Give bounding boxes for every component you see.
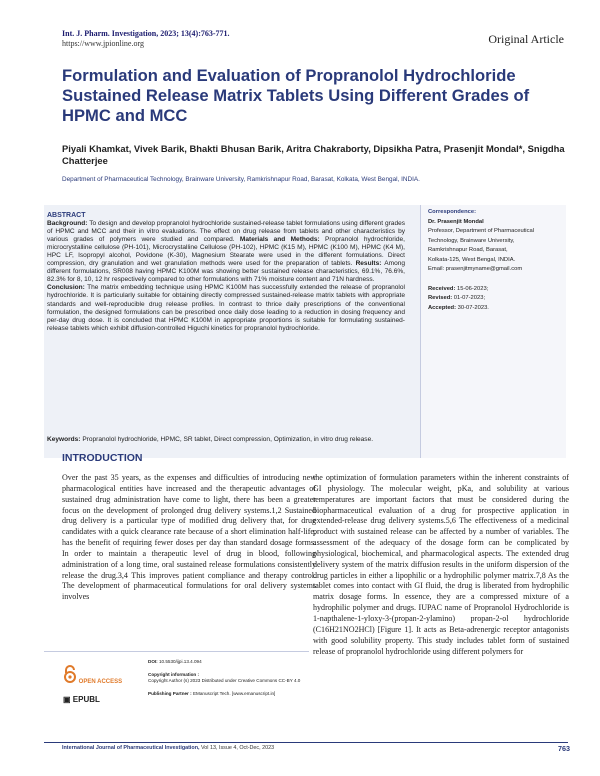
- conclusion-text: The matrix embedding technique using HPMC K100M has successfully extended the release of propranolol hydrochloride. It is particularly suitable for obtaining directly compressed sustained-release matrix tablets with appropriate standards and well-reproducible drug release profiles. In contrast to thrice daily prescriptions of the conventional formulation, the designed formulations can be prescribed once daily dose leading to a reduction in dosing frequency and per-day drug dose. It is concluded that HPMC K100M in appropriate proportions is suitable for formulating sustained-release tablets which exhibit diffusion-controlled Higuchi kinetics for propranolol hydrochloride.: [47, 284, 405, 332]
- revised-date: 01-07-2023;: [453, 295, 486, 301]
- publishing-label: Publishing Partner :: [148, 690, 192, 696]
- methods-text: Propranolol hydrochloride, microcrystalline cellulose (PH-101), Microcrystalline Cellulose (PH-102), HPMC (K15 M), HPMC (K100 M), HPMC (K4 M), HPC LF, Isopropyl alcohol, Povidone (K-30), Magnesium Stearate were used in the different formulations. Direct compression, dry granulation and wet granulation methods were used for the preparation of tablets.: [47, 236, 405, 268]
- corresponding-author: Dr. Prasenjit Mondal: [428, 218, 484, 225]
- correspondence: [428, 208, 564, 313]
- journal-url[interactable]: https://www.jpionline.org: [62, 39, 144, 48]
- affiliation: Department of Pharmaceutical Technology, Brainware University, Ramkrishnapur Road, Barasat, Kolkata, West Bengal, INDIA.: [62, 176, 420, 183]
- background-label: Background:: [47, 220, 88, 228]
- footer-issue: Vol 13, Issue 4, Oct-Dec, 2023: [201, 745, 275, 751]
- introduction-column-2: the optimization of formulation parameters within the inherent constraints of GI physiology. The molecular weight, pKa, and solubility at various temperatures are important factors that must be considered during the biopharmaceutical evaluation of a drug for prospective application in extended-release drug delivery systems.5,6 The effectiveness of a medicinal product with sustained release can be affected by a number of variables. The assessment of the adequacy of the dosage form can be complicated by physiological, biochemical, and pharmacological aspects. The extended drug delivery system of the matrix diffusion results in the uniform dispersion of the drug particles in either a lipophilic or a hydrophilic polymer matrix.7,8 As the tablet comes into contact with GI fluid, the drug is liberated from hydrophilic matrix dosage forms. In essence, they are a compressed mixture of a hydrophilic polymer and drugs. IUPAC name of Propranolol Hydrochloride is 1-napthalene-1-yloxy-3-(propan-2-ylamino) propan-2-ol hydrochloride (C16H21NO2HCl) [Figure 1]. It acts as Beta-adrenergic receptor antagonists with good solubility property. This study includes tablet form of sustained release of propranolol hydrochloride using different polymers for: [313, 473, 569, 656]
- accepted-label: Accepted:: [428, 304, 457, 311]
- correspondence-line: Professor, Department of Pharmaceutical: [428, 228, 535, 234]
- results-label: Results:: [355, 260, 382, 268]
- results-text: Among different formulations, SR008 having HPMC K100M was showing better sustained release characteristics, 69.1%, 76.6%, 82.3% for 8, 10, 12 hr respectively compared to other formulations with 71% moisture content and 71N hardness.: [47, 260, 405, 284]
- footer-journal-name: International Journal of Pharmaceutical Investigation,: [62, 745, 200, 751]
- paper-title: Formulation and Evaluation of Propranolol Hydrochloride Sustained Release Matrix Tablets Using Different Grades of HPMC and MCC: [62, 66, 530, 125]
- keywords-text: Propranolol hydrochloride, HPMC, SR tablet, Direct compression, Optimization, in vitro drug release.: [82, 436, 374, 443]
- conclusion-label: Conclusion:: [47, 284, 85, 292]
- publishing-partner: EManuscript Tech. [www.emanuscript.in]: [192, 690, 276, 696]
- keywords-label: Keywords:: [47, 436, 81, 443]
- methods-label: Materials and Methods:: [239, 236, 320, 244]
- article-dates: [428, 285, 564, 314]
- doi-value[interactable]: 10.5530/ijpi.13.4.094: [158, 659, 202, 664]
- abstract-heading: ABSTRACT: [47, 212, 86, 219]
- publisher-logo: [63, 695, 125, 704]
- journal-header: [62, 29, 230, 49]
- correspondence-line: Technology, Brainware University,: [428, 237, 515, 244]
- accepted-date: 30-07-2023.: [457, 304, 489, 311]
- copyright-label: Copyright information :: [148, 671, 200, 677]
- background-text: To design and develop propranolol hydrochloride sustained-release tablet formulations using different grades of HPMC and MCC and their in vitro evaluations. The effect on drug release from tablets and other characteristics by various grades of polymers were studied and compared.: [47, 220, 405, 244]
- journal-reference: Int. J. Pharm. Investigation, 2023; 13(4):763-771.: [62, 29, 230, 38]
- abstract: [47, 212, 405, 333]
- received-date: 15-06-2023;: [457, 285, 489, 292]
- article-type: Original Article: [488, 32, 564, 46]
- introduction-heading: INTRODUCTION: [62, 452, 143, 464]
- copyright-text: Copyright Author (s) 2023 Distributed under Creative Commons CC-BY 4.0: [148, 678, 301, 684]
- author-list: Piyali Khamkat, Vivek Barik, Bhakti Bhusan Barik, Aritra Chakraborty, Dipsikha Patra, Prasenjit Mondal*, Snigdha Chatterjee: [62, 143, 565, 166]
- open-access-text: OPEN ACCESS: [78, 679, 123, 685]
- footer-rule: [44, 742, 568, 743]
- correspondence-line: Kolkata-125, West Bengal, INDIA.: [428, 256, 516, 263]
- correspondence-email[interactable]: Email: prasenjitmyname@gmail.com: [428, 266, 523, 272]
- open-lock-icon: [63, 665, 77, 683]
- correspondence-heading: Correspondence:: [428, 209, 476, 215]
- correspondence-line: Ramkrishnapur Road, Barasat,: [428, 247, 508, 253]
- open-access-logo: [63, 665, 125, 685]
- publisher-mark-icon: ▣: [63, 695, 71, 704]
- keywords: [47, 436, 405, 444]
- footer-journal: [62, 745, 274, 751]
- page-number: 763: [558, 744, 570, 753]
- revised-label: Revised:: [428, 295, 453, 301]
- publisher-logo-text: EPUBL: [72, 695, 100, 704]
- publication-info: [148, 659, 308, 697]
- doi-label: DOI:: [148, 659, 158, 664]
- received-label: Received:: [428, 285, 456, 292]
- introduction-column-1: Over the past 35 years, as the expenses and difficulties of introducing new pharmacological entities have increased and the therapeutic advantages of sustained drug administration have come to light, there has been a greater focus on the development of prolonged drug delivery systems.1,2 Sustained drug delivery is a particular type of modified drug delivery that, for drug candidates with a quick clearance rate because of a short elimination half-life, has the benefit of requiring fewer doses per day than standard dosage forms. In order to maintain a therapeutic level of drug in blood, following administration of a long time, oral sustained release formulations consistently release the drug.3,4 This improves patient compliance and therapy control. The development of pharmaceutical formulations for oral delivery systems involves: [62, 473, 316, 602]
